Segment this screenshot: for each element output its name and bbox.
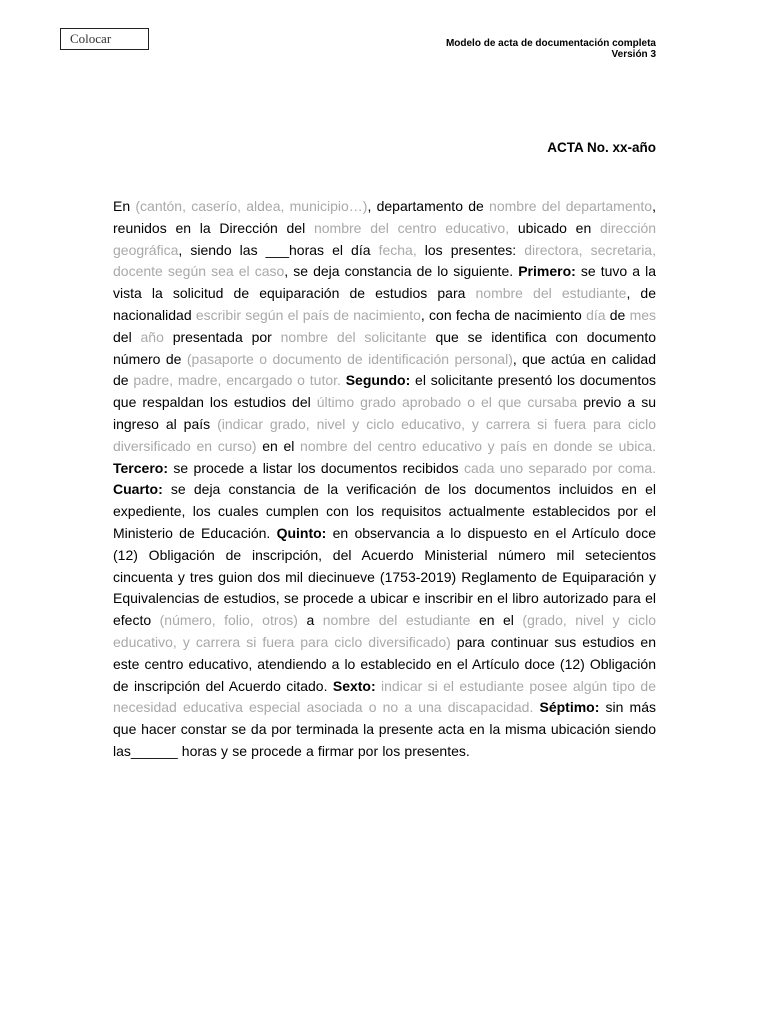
placeholder-text: fecha,: [378, 241, 417, 258]
placeholder-text: (grado, nivel y ciclo educativo, y carrera si fuera para ciclo diversificado): [113, 612, 657, 650]
body-text-segment: en observancia a lo dispuesto en el Artículo doce (12) Obligación de inscripción, del Acuerdo Ministerial número mil setecientos cincuenta y tres guion dos mil diecinueve (1753-2019) Reglamento de Equiparación y Equivalencias de estudios, se procede a ubicar e inscribir en el libro autorizado para el efecto: [113, 524, 656, 629]
body-text-segment: se deja constancia de la verificación de los documentos incluidos en el expediente, los cuales cumplen con los requisitos actualmente establecidos por el Ministerio de Educación.: [113, 481, 656, 541]
placeholder-text: (indicar grado, nivel y ciclo educativo, y carrera si fuera para ciclo diversificado en curso): [113, 415, 656, 454]
placeholder-text: nombre del solicitante: [280, 328, 427, 345]
acta-title: ACTA No. xx-año: [547, 140, 656, 155]
acta-body-paragraph: [113, 196, 656, 763]
section-label: Primero:: [518, 263, 576, 280]
placeholder-text: padre, madre, encargado o tutor.: [133, 372, 341, 389]
body-text-segment: En: [113, 198, 136, 214]
body-text-segment: , reunidos en la Dirección del: [113, 198, 656, 236]
placeholder-text: cada uno separado por coma.: [464, 459, 656, 476]
section-label: Séptimo:: [539, 699, 600, 716]
placeholder-text: (pasaporte o documento de identificación personal): [186, 350, 513, 367]
placeholder-text: nombre del centro educativo,: [313, 219, 510, 236]
body-text-segment: , de nacionalidad: [113, 285, 657, 323]
body-text-segment: para continuar sus estudios en este centro educativo, atendiendo a lo establecido en el Artículo doce (12) Obligación de inscripción del Acuerdo citado.: [113, 633, 656, 694]
section-label: Sexto:: [332, 677, 376, 694]
body-text-segment: a: [297, 612, 323, 629]
body-text-segment: sin más que hacer constar se da por terminada la presente acta en la misma ubicación siendo las______ horas y se procede a firmar por los presentes.: [113, 699, 656, 759]
section-label: Segundo:: [345, 372, 411, 389]
placeholder-text: año: [140, 328, 164, 345]
body-text-segment: se tuvo a la vista la solicitud de equiparación de estudios para: [113, 263, 656, 302]
section-label: Tercero:: [113, 459, 168, 476]
body-text-segment: , siendo las ___horas el día: [178, 241, 379, 258]
model-title: Modelo de acta de documentación completa: [445, 38, 656, 49]
placeholder-text: dirección geográfica: [113, 219, 657, 258]
body-text-segment: se procede a listar los documentos recibidos: [167, 459, 464, 476]
placeholder-text: nombre del centro educativo y país en donde se ubica.: [300, 437, 656, 454]
placeholder-text: nombre del estudiante: [475, 285, 627, 302]
placeholder-text: directora, secretaria, docente según sea el caso: [113, 241, 656, 280]
body-text-segment: los presentes:: [416, 241, 525, 258]
body-text-segment: previo a su ingreso al país: [113, 394, 656, 432]
section-label: Cuarto:: [113, 481, 163, 498]
colocar-placeholder-box: Colocar: [60, 28, 149, 50]
body-text-segment: ubicado en: [509, 219, 600, 236]
body-text-segment: que se identifica con documento número de: [113, 328, 656, 367]
body-text-segment: , con fecha de nacimiento: [420, 306, 587, 323]
placeholder-text: nombre del departamento: [489, 198, 653, 214]
version-label: Versión 3: [611, 49, 656, 60]
placeholder-text: indicar si el estudiante posee algún tipo de necesidad educativa especial asociada o no a una discapacidad.: [113, 677, 656, 716]
body-text-segment: , se deja constancia de lo siguiente.: [284, 263, 519, 280]
placeholder-text: escribir según el país de nacimiento: [195, 306, 421, 323]
body-text-segment: , departamento de: [367, 198, 490, 214]
body-text-segment: en el: [256, 437, 301, 454]
placeholder-text: (número, folio, otros): [159, 612, 298, 629]
placeholder-text: último grado aprobado o el que cursaba: [316, 394, 578, 411]
placeholder-text: mes: [629, 306, 657, 323]
placeholder-text: nombre del estudiante: [322, 612, 471, 629]
body-text-segment: en el: [470, 612, 523, 629]
placeholder-text: día: [586, 306, 606, 323]
section-label: Quinto:: [276, 524, 327, 541]
body-text-segment: del: [113, 328, 141, 345]
body-text-segment: presentada por: [163, 328, 281, 345]
placeholder-text: (cantón, caserío, aldea, municipio…): [135, 198, 368, 214]
document-header: [446, 38, 656, 60]
body-text-segment: el solicitante presentó los documentos que respaldan los estudios del: [113, 372, 657, 411]
body-text-segment: de: [605, 306, 630, 323]
body-text-segment: , que actúa en calidad de: [113, 350, 656, 389]
